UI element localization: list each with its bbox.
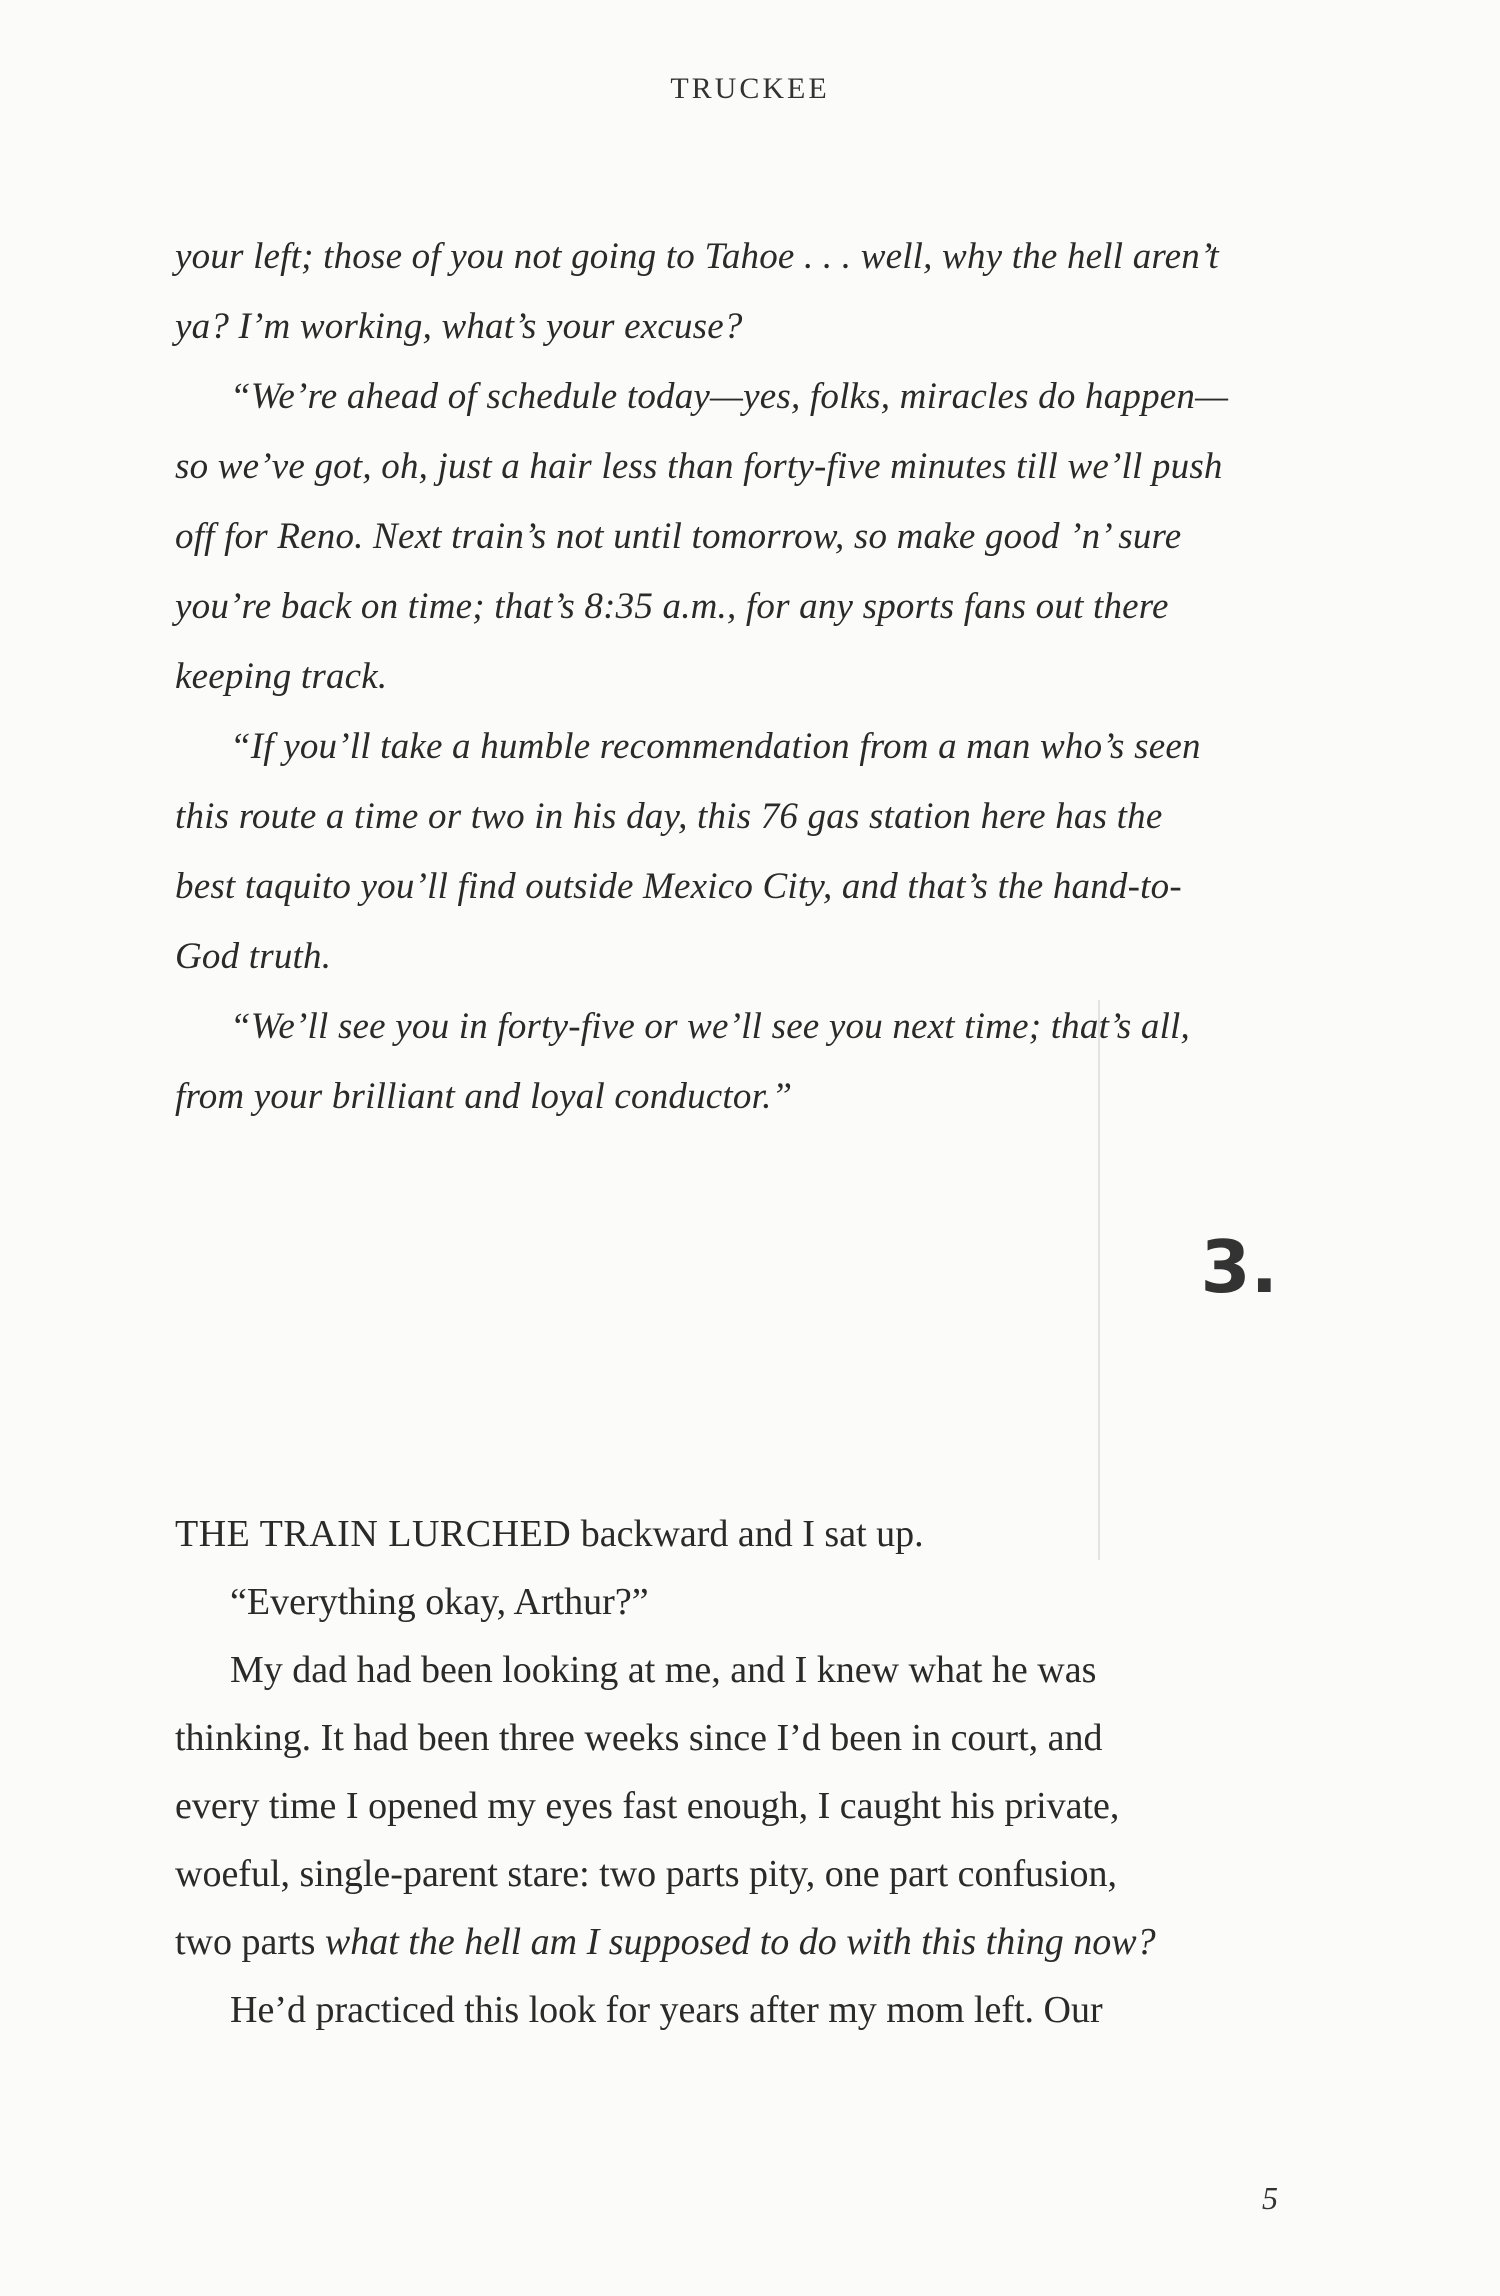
text-line	[175, 502, 1275, 572]
text-line-content: thinking. It had been three weeks since I’d been in court, and	[175, 1717, 1103, 1759]
text-line	[175, 712, 1275, 782]
text-line	[175, 922, 1275, 992]
text-line-content: keeping track.	[175, 656, 388, 697]
text-line-content: “If you’ll take a humble recommendation from a man who’s seen	[230, 726, 1201, 767]
text-line-content: you’re back on time; that’s 8:35 a.m., for any sports fans out there	[175, 586, 1169, 627]
text-line-content: ya? I’m working, what’s your excuse?	[175, 306, 743, 347]
text-line-content: so we’ve got, oh, just a hair less than forty-five minutes till we’ll push	[175, 446, 1223, 487]
text-line-content: woeful, single-parent stare: two parts pity, one part confusion,	[175, 1853, 1118, 1895]
conductor-announcement	[175, 222, 1275, 1132]
chapter-body	[175, 1500, 1275, 2044]
text-line	[175, 572, 1275, 642]
text-line	[175, 992, 1275, 1062]
text-line-content: He’d practiced this look for years after my mom left. Our	[230, 1989, 1103, 2031]
text-line	[175, 1704, 1275, 1772]
text-line-content: “Everything okay, Arthur?”	[230, 1581, 649, 1623]
chapter-number: 3.	[1200, 1225, 1278, 1309]
text-line	[175, 1772, 1275, 1840]
text-line	[175, 1840, 1275, 1908]
text-line-content: “We’re ahead of schedule today—yes, folks, miracles do happen—	[230, 376, 1229, 417]
text-line-content: your left; those of you not going to Tahoe . . . well, why the hell aren’t	[175, 236, 1219, 277]
text-line-content: two parts	[175, 1921, 325, 1963]
text-line-content: My dad had been looking at me, and I knew what he was	[230, 1649, 1097, 1691]
text-line	[175, 362, 1275, 432]
text-line	[175, 1062, 1275, 1132]
text-line	[175, 1568, 1275, 1636]
text-line	[175, 1908, 1275, 1976]
text-line-content: God truth.	[175, 936, 332, 977]
text-line	[175, 222, 1275, 292]
text-line-content: “We’ll see you in forty-five or we’ll see you next time; that’s all,	[230, 1006, 1190, 1047]
text-line	[175, 1500, 1275, 1568]
text-line	[175, 1976, 1275, 2044]
page-number: 5	[1262, 2180, 1278, 2216]
italic-emphasis: what the hell am I supposed to do with this thing now?	[324, 1921, 1156, 1963]
text-line	[175, 782, 1275, 852]
text-line-content: best taquito you’ll find outside Mexico City, and that’s the hand-to-	[175, 866, 1182, 907]
text-line-content: this route a time or two in his day, this 76 gas station here has the	[175, 796, 1163, 837]
text-line-content: every time I opened my eyes fast enough, I caught his private,	[175, 1785, 1120, 1827]
chapter-opening-caps: THE TRAIN LURCHED	[175, 1513, 572, 1555]
text-line	[175, 1636, 1275, 1704]
running-header: TRUCKEE	[670, 72, 830, 105]
text-line-content: from your brilliant and loyal conductor.”	[175, 1076, 793, 1117]
text-line	[175, 432, 1275, 502]
text-line	[175, 292, 1275, 362]
text-line-content: backward and I sat up.	[571, 1513, 924, 1555]
text-line	[175, 852, 1275, 922]
text-line-content: off for Reno. Next train’s not until tomorrow, so make good ’n’ sure	[175, 516, 1182, 557]
text-line	[175, 642, 1275, 712]
